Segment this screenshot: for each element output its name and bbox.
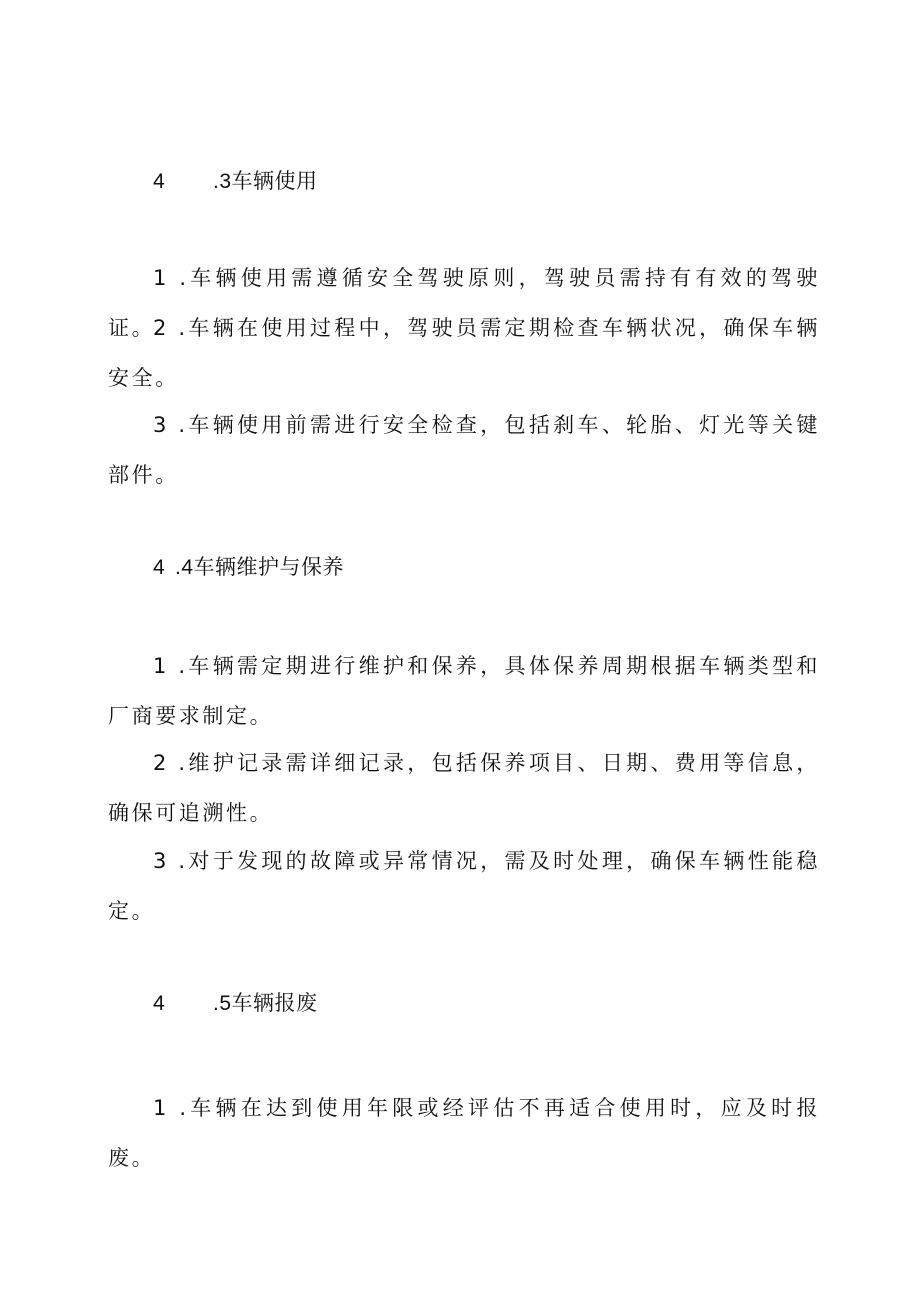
list-item [108, 303, 820, 403]
heading-number: 4 [153, 992, 166, 1015]
item-text: .对于发现的故障或异常情况，需及时处理，确保车辆性能稳定。 [108, 849, 820, 923]
item-text: .车辆需定期进行维护和保养，具体保养周期根据车辆类型和厂商要求制定。 [108, 654, 820, 728]
list-item [108, 836, 820, 936]
item-marker: 2 [153, 316, 169, 340]
section-heading-4-3 [153, 168, 318, 196]
section-heading-4-5 [153, 990, 318, 1018]
item-marker: 1 [153, 654, 169, 678]
list-item [108, 641, 820, 741]
item-text: .维护记录需详细记录，包括保养项目、日期、费用等信息，确保可追溯性。 [108, 751, 820, 825]
heading-title: .3车辆使用 [213, 170, 318, 193]
item-text: .车辆在使用过程中，驾驶员需定期检查车辆状况，确保车辆安全。 [108, 316, 820, 390]
list-item [108, 1083, 820, 1183]
item-text: .车辆使用需遵循安全驾驶原则，驾驶员需持有有效的驾驶证。 [108, 266, 820, 340]
item-marker: 1 [153, 266, 169, 290]
list-item [108, 738, 820, 838]
item-marker: 3 [153, 413, 169, 437]
heading-number: 4 [153, 556, 166, 579]
heading-title: .5车辆报废 [213, 992, 318, 1015]
item-marker: 3 [153, 849, 169, 873]
item-text: .车辆在达到使用年限或经评估不再适合使用时，应及时报废。 [108, 1096, 820, 1170]
item-marker: 2 [153, 751, 169, 775]
item-text: .车辆使用前需进行安全检查，包括刹车、轮胎、灯光等关键部件。 [108, 413, 820, 487]
item-marker: 1 [153, 1096, 169, 1120]
heading-number: 4 [153, 170, 166, 193]
heading-title: .4车辆维护与保养 [175, 556, 345, 579]
list-item [108, 400, 820, 500]
section-heading-4-4 [153, 554, 344, 582]
